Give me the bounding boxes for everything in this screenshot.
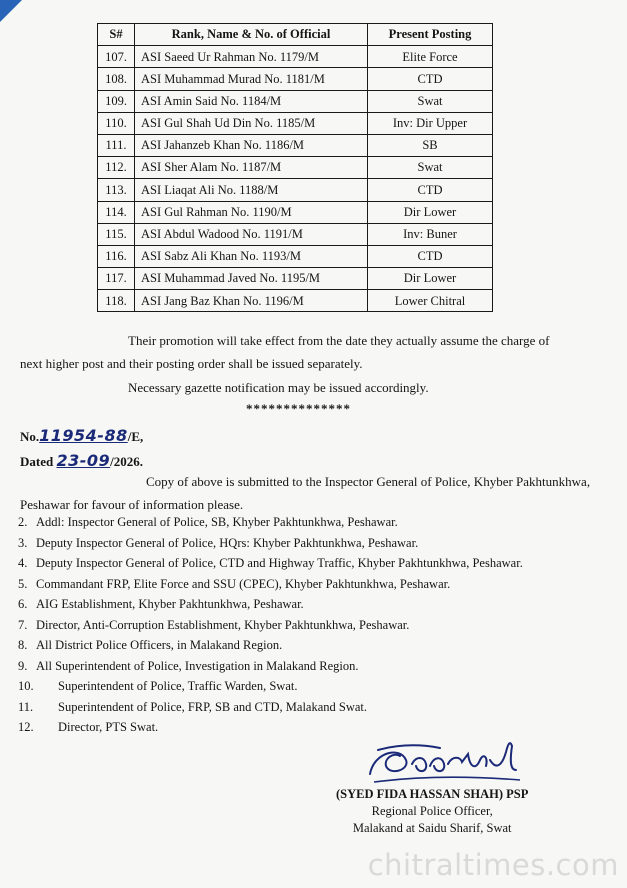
row-official-name: ASI Abdul Wadood No. 1191/M — [135, 223, 368, 245]
distribution-list — [18, 515, 523, 741]
promotion-paragraph-line2: next higher post and their posting order shall be issued separately. — [20, 356, 363, 371]
table-row — [98, 90, 493, 112]
distribution-number: 4. — [18, 556, 28, 570]
signatory-location: Malakand at Saidu Sharif, Swat — [352, 820, 512, 835]
distribution-text: Superintendent of Police, FRP, SB and CTD, Malakand Swat. — [58, 699, 368, 714]
table-row — [98, 245, 493, 267]
row-posting: Swat — [368, 157, 493, 179]
table-row — [98, 46, 493, 68]
distribution-text: All Superintendent of Police, Investigation in Malakand Region. — [36, 658, 359, 673]
row-posting: CTD — [368, 245, 493, 267]
header-serial: S# — [98, 24, 135, 46]
row-posting: Inv: Dir Upper — [368, 112, 493, 134]
distribution-text: Deputy Inspector General of Police, CTD and Highway Traffic, Khyber Pakhtunkhwa, Peshawar. — [36, 556, 523, 570]
row-serial: 112. — [98, 157, 135, 179]
distribution-text: Addl: Inspector General of Police, SB, Khyber Pakhtunkhwa, Peshawar. — [36, 515, 398, 529]
table-row — [98, 201, 493, 223]
distribution-number: 12. — [18, 720, 34, 734]
table-row — [98, 157, 493, 179]
signature-scrawl — [360, 730, 540, 788]
ref-dated-value: 23-09 — [56, 451, 111, 470]
gazette-paragraph: Necessary gazette notification may be issued accordingly. — [128, 380, 429, 395]
signatory-name: (SYED FIDA HASSAN SHAH) PSP — [336, 787, 529, 801]
distribution-number: 3. — [18, 535, 28, 550]
ref-no-label: No. — [20, 429, 40, 444]
row-serial: 117. — [98, 268, 135, 290]
row-official-name: ASI Liaqat Ali No. 1188/M — [135, 179, 368, 201]
row-serial: 107. — [98, 46, 135, 68]
table-row — [98, 112, 493, 134]
distribution-item — [18, 556, 523, 577]
row-official-name: ASI Jahanzeb Khan No. 1186/M — [135, 134, 368, 156]
distribution-item — [18, 679, 523, 700]
row-official-name: ASI Muhammad Murad No. 1181/M — [135, 68, 368, 90]
row-serial: 108. — [98, 68, 135, 90]
distribution-number: 5. — [18, 576, 28, 591]
table-row — [98, 134, 493, 156]
corner-mark — [0, 0, 22, 22]
separator-stars: ************** — [246, 401, 351, 416]
row-posting: Lower Chitral — [368, 290, 493, 312]
row-posting: SB — [368, 134, 493, 156]
table-row — [98, 179, 493, 201]
distribution-item — [18, 638, 523, 659]
table-row — [98, 68, 493, 90]
row-serial: 115. — [98, 223, 135, 245]
table-row — [98, 268, 493, 290]
row-serial: 110. — [98, 112, 135, 134]
copy-line1: Copy of above is submitted to the Inspector General of Police, Khyber Pakhtunkhwa, — [146, 474, 591, 489]
distribution-item — [18, 536, 523, 557]
distribution-text: AIG Establishment, Khyber Pakhtunkhwa, Peshawar. — [36, 597, 304, 611]
header-name: Rank, Name & No. of Official — [135, 24, 368, 46]
distribution-number: 10. — [18, 679, 34, 693]
distribution-number: 6. — [18, 597, 28, 611]
distribution-item — [18, 618, 523, 639]
row-posting: Elite Force — [368, 46, 493, 68]
table-row — [98, 290, 493, 312]
reference-number — [20, 426, 143, 445]
ref-dated-label: Dated — [20, 454, 54, 469]
row-official-name: ASI Sher Alam No. 1187/M — [135, 157, 368, 179]
table-body — [98, 46, 493, 312]
row-official-name: ASI Sabz Ali Khan No. 1193/M — [135, 245, 368, 267]
row-official-name: ASI Saeed Ur Rahman No. 1179/M — [135, 46, 368, 68]
promotion-paragraph-line1: Their promotion will take effect from the date they actually assume the charge of — [128, 333, 550, 348]
distribution-item — [18, 597, 523, 618]
distribution-number: 8. — [18, 638, 28, 652]
distribution-number: 11. — [18, 699, 34, 714]
signature-block — [336, 786, 528, 837]
ref-no-suffix: /E, — [127, 429, 144, 444]
reference-date — [20, 451, 143, 470]
row-posting: Inv: Buner — [368, 223, 493, 245]
distribution-text: Director, Anti-Corruption Establishment, Khyber Pakhtunkhwa, Peshawar. — [36, 617, 410, 632]
row-posting: CTD — [368, 179, 493, 201]
row-serial: 113. — [98, 179, 135, 201]
distribution-number: 9. — [18, 658, 28, 673]
distribution-text: Commandant FRP, Elite Force and SSU (CPEC), Khyber Pakhtunkhwa, Peshawar. — [36, 576, 451, 591]
copy-line2: Peshawar for favour of information please. — [20, 497, 244, 512]
distribution-item — [18, 577, 523, 598]
row-serial: 114. — [98, 201, 135, 223]
table-row — [98, 223, 493, 245]
ref-dated-suffix: /2026. — [110, 454, 144, 469]
site-watermark: chitraltimes.com — [367, 848, 619, 882]
row-official-name: ASI Gul Shah Ud Din No. 1185/M — [135, 112, 368, 134]
row-posting: Swat — [368, 90, 493, 112]
row-posting: CTD — [368, 68, 493, 90]
header-posting: Present Posting — [368, 24, 493, 46]
distribution-item — [18, 659, 523, 680]
table-header-row — [98, 24, 493, 46]
row-official-name: ASI Jang Baz Khan No. 1196/M — [135, 290, 368, 312]
distribution-text: Superintendent of Police, Traffic Warden, Swat. — [58, 679, 298, 693]
row-official-name: ASI Amin Said No. 1184/M — [135, 90, 368, 112]
row-serial: 118. — [98, 290, 135, 312]
row-posting: Dir Lower — [368, 268, 493, 290]
distribution-item — [18, 700, 523, 721]
distribution-number: 7. — [18, 617, 28, 632]
row-official-name: ASI Muhammad Javed No. 1195/M — [135, 268, 368, 290]
row-serial: 116. — [98, 245, 135, 267]
officials-table — [97, 23, 493, 312]
distribution-text: Director, PTS Swat. — [58, 720, 159, 734]
row-official-name: ASI Gul Rahman No. 1190/M — [135, 201, 368, 223]
row-serial: 109. — [98, 90, 135, 112]
row-serial: 111. — [98, 134, 135, 156]
distribution-text: All District Police Officers, in Malakand Region. — [36, 638, 283, 652]
signatory-title: Regional Police Officer, — [371, 803, 493, 818]
ref-no-value: 11954-88 — [39, 426, 128, 445]
row-posting: Dir Lower — [368, 201, 493, 223]
distribution-item — [18, 515, 523, 536]
distribution-number: 2. — [18, 515, 28, 529]
distribution-text: Deputy Inspector General of Police, HQrs: Khyber Pakhtunkhwa, Peshawar. — [36, 535, 419, 550]
